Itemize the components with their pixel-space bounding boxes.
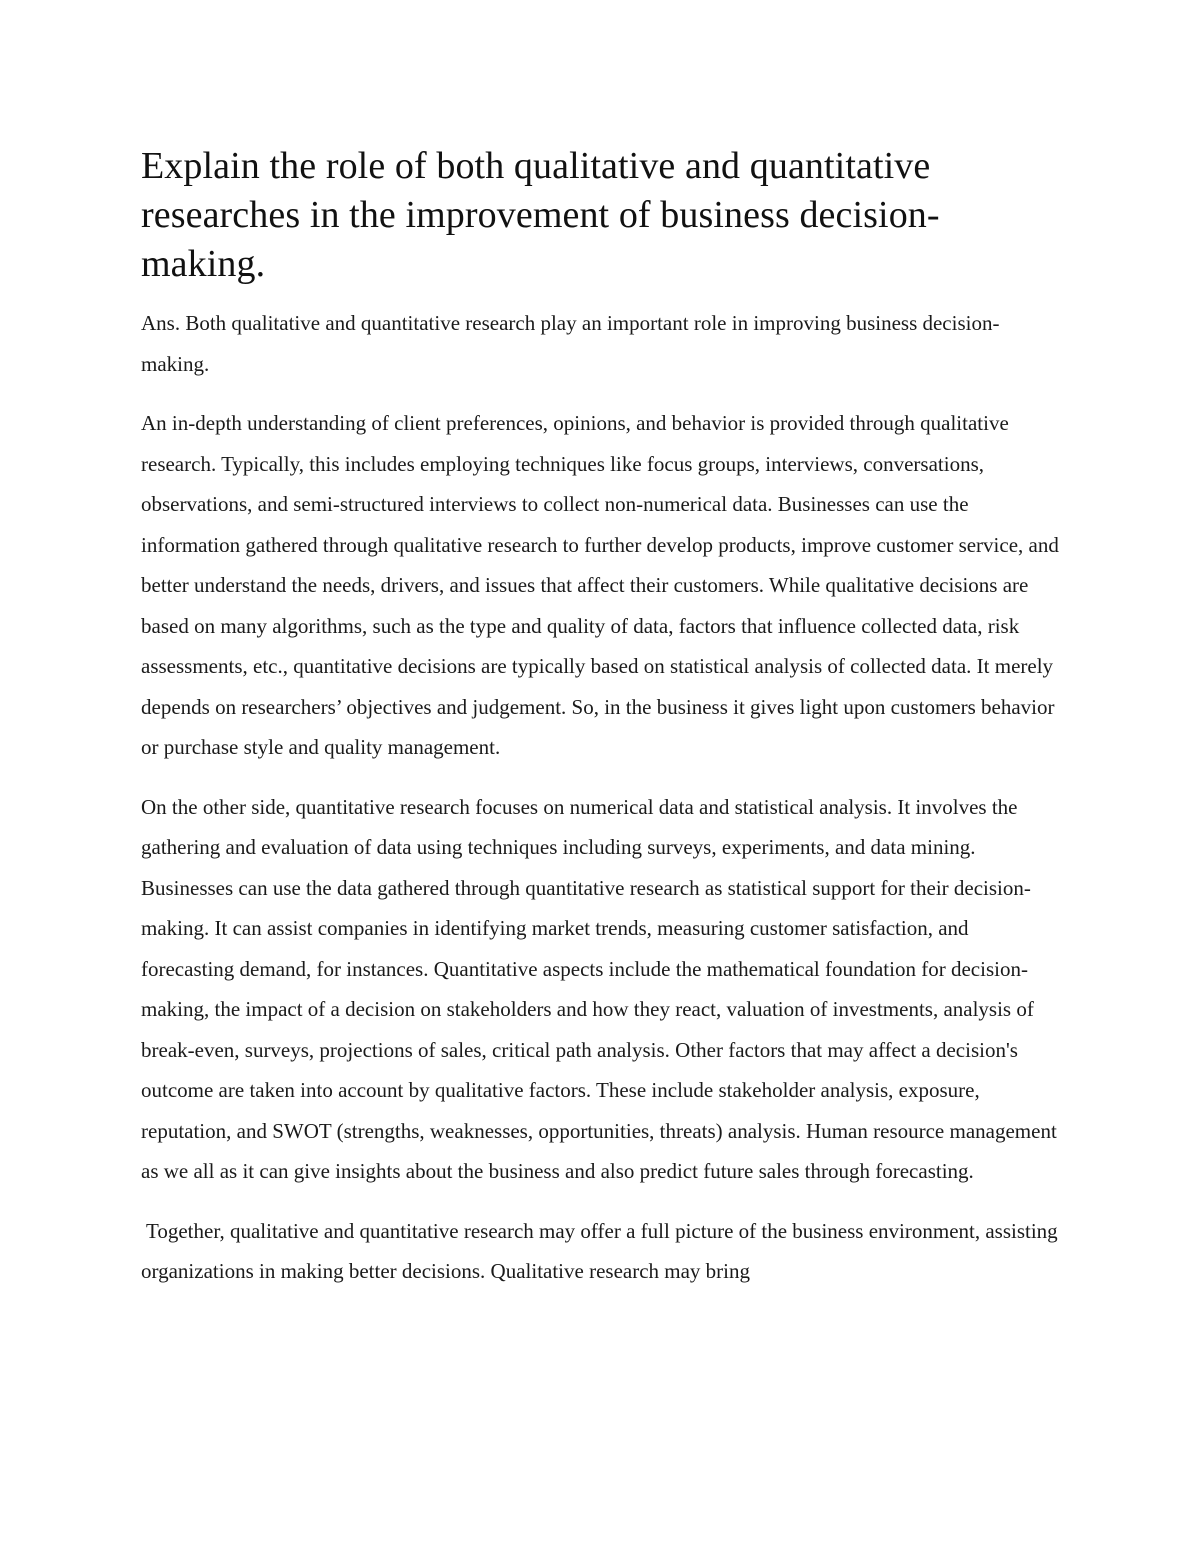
answer-intro-paragraph: Ans. Both qualitative and quantitative research play an important role in improving business decision-making.: [141, 311, 1000, 376]
question-title: Explain the role of both qualitative and quantitative researches in the improvement of business decision-making.: [141, 145, 940, 285]
qualitative-research-paragraph: An in-depth understanding of client preferences, opinions, and behavior is provided through qualitative research. Typically, this includes employing techniques like focus groups, interviews, conversations, observations, and semi-structured interviews to collect non-numerical data. Businesses can use the information gathered through qualitative research to further develop products, improve customer service, and better understand the needs, drivers, and issues that affect their customers. While qualitative decisions are based on many algorithms, such as the type and quality of data, factors that influence collected data, risk assessments, etc., quantitative decisions are typically based on statistical analysis of collected data. It merely depends on researchers’ objectives and judgement. So, in the business it gives light upon customers behavior or purchase style and quality management.: [141, 411, 1059, 759]
document-content: [141, 142, 1061, 1311]
conclusion-paragraph: Together, qualitative and quantitative research may offer a full picture of the business environment, assisting organizations in making better decisions. Qualitative research may bring: [141, 1218, 1058, 1283]
quantitative-research-paragraph: On the other side, quantitative research focuses on numerical data and statistical analysis. It involves the gathering and evaluation of data using techniques including surveys, experiments, and data mining. Businesses can use the data gathered through quantitative research as statistical support for their decision-making. It can assist companies in identifying market trends, measuring customer satisfaction, and forecasting demand, for instances. Quantitative aspects include the mathematical foundation for decision-making, the impact of a decision on stakeholders and how they react, valuation of investments, analysis of break-even, surveys, projections of sales, critical path analysis. Other factors that may affect a decision's outcome are taken into account by qualitative factors. These include stakeholder analysis, exposure, reputation, and SWOT (strengths, weaknesses, opportunities, threats) analysis. Human resource management as we all as it can give insights about the business and also predict future sales through forecasting.: [141, 794, 1057, 1183]
